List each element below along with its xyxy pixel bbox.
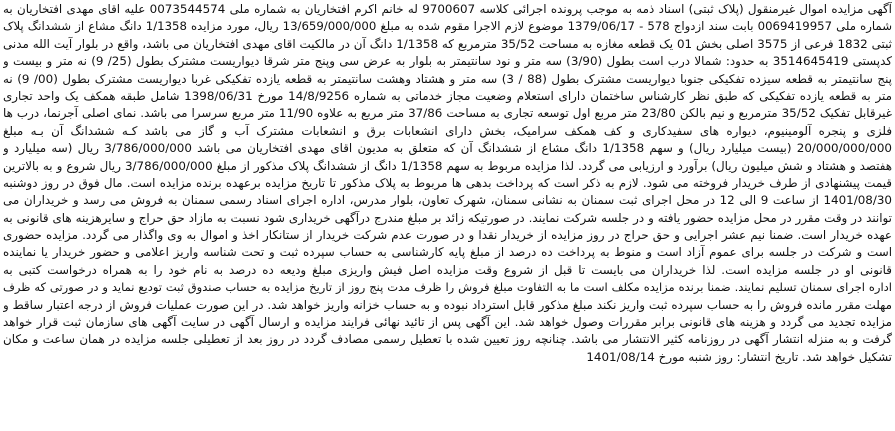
notice-line: غیرقابل تفکیک 35/52 مترمربع و نیم بالکن 23/80 متر مربع اول توسعه تجاری به مساحت 37/86 متر مربع به علاوه 11/90 متر مربع سرسرا می باشد. نمای اصلی آجرنما، درب ها <box>3 106 892 121</box>
notice-line: مزایده تجدید می گردد و هزینه های قانونی برابر مقررات وصول خواهد شد. این آگهی پس از تائید نهائی فرایند مزایده و ارسال آگهی در سایت آگهی های سازمان ثبت قرار خواهد <box>3 315 892 330</box>
notice-line: پنج سانتیمتر به قطعه سیزده تفکیکی جنوبا دیواریست مشترک بطول (88 / 3) سه متر و هشتاد وهشت سانتیمتر به قطعه یازده تفکیکی غربا دیواریست مشترک بطول (00/ 9) نه <box>3 71 892 86</box>
notice-line: عهده خریدار است. ضمنا نیم عشر اجرایی و حق حراج در روز مزایده از خریدار نقدا و در صورت عدم شرکت خریدار از ستانکار اخذ و اموال به وی واگذار می گردد. مزایده حضوری <box>3 228 892 243</box>
notice-line: قانونی او در جلسه مزایده است. لذا خریداران می بایست تا قبل از شروع وقت مزایده اصل فیش واریزی مبلغ ودیعه ده درصد به نام خود را به همراه درخواست کتبی به <box>3 262 892 277</box>
notice-line: فلزی و پنجره آلومینیوم، دیواره های سفیدکاری و کف همکف سرامیک، بخش دارای انشعابات برق و انشعابات مشترک آب و گاز می باشد کـه ششدانگ آن بـه مبلغ <box>3 123 892 138</box>
notice-line: است و شرکت در جلسه برای عموم آزاد است و منوط به پرداخت ده درصد از مبلغ پایه کارشناسی به حساب سپرده ثبت و تحت شناسه واریز اعلامی و حضور خریدار یا نماینده <box>3 245 892 260</box>
notice-line: گرفت و به منزله انتشار آگهی در روزنامه کثیر الانتشار می باشد. چنانچه روز تعیین شده با تعطیل رسمی مصادف گردد در روز بعد از تعطیلی جلسه مزایده در همان ساعت و مکان <box>3 332 892 347</box>
notice-line: مهلت مقرر مانده فروش را به حساب سپرده ثبت واریز نکند مبلغ مذکور قابل استرداد نبوده و به حساب خزانه واریز خواهد شد. در این صورت عملیات فروش از درجه اعتبار ساقط و <box>3 297 892 312</box>
notice-line: 1401/08/30 از ساعت 9 الی 12 در محل اجرای ثبت سمنان به نشانی سمنان، شهرک تعاون، بلوار مدرس، اداره اجرای اسناد رسمی سمنان به فروش می رسد و خریداران می <box>3 193 892 208</box>
notice-line: قیمت پیشنهادی از طرف خریدار فروخته می شود. لازم به ذکر است که پرداخت بدهی ها مربوط به پلاک مذکور تا تاریخ مزایده برعهده برنده مزایده است. مال فوق در روز دوشنبه <box>3 175 892 190</box>
notice-line: شماره ملی 0069419957 بابت سند ازدواج 578 - 1379/06/17 موضوع لازم الاجرا مقوم شده به مبلغ 13/659/000/000 ریال، مورد مزایده 1/1358 دانگ مشاع از ششدانگ پلاک <box>3 19 892 34</box>
notice-line: ثبتی 1832 فرعی از 3575 اصلی بخش 01 یک قطعه مغازه به مساحت 35/52 مترمربع که 1/1358 دانگ آن در مالکیت اقای مهدی افتخاریان می باشد، واقع در بلوار آیت الله مدنی <box>3 36 892 51</box>
notice-line: کدپستی 3514645419 به حدود: شمالا درب است بطول (3/90) سه متر و نود سانتیمتر به بلوار به عرض سی وپنج متر شرقا دیواریست مشترک بطول (25/ 9) نه متر و بیست و <box>3 54 892 69</box>
notice-line: هفتصد و هشتاد و شش میلیون ریال) برآورد و ارزیابی می گردد. لذا مزایده مربوط به سهم 1/1358 دانگ از ششدانگ پلاک مذکور از مبلغ 3/786/000/000 ریال شروع و به بالاترین <box>3 158 892 173</box>
notice-line: اداره اجرای سمنان تسلیم نمایند. ضمنا برنده مزایده مکلف است ما به التفاوت مبلغ فروش را ظرف مدت پنج روز از تاریخ مزایده به حساب صندوق ثبت تودیع نماید و در صورتی که ظرف <box>3 280 892 295</box>
notice-line: آگهی مزایده اموال غیرمنقول (پلاک ثبتی) اسناد ذمه به موجب پرونده اجرائی کلاسه 9700607 له خانم اکرم افتخاریان به شماره ملی 0073544574 علیه اقای مهدی افتخاریان به <box>3 2 892 16</box>
notice-line: متر به قطعه یازده تفکیکی که طبق نظر کارشناس ساختمان دارای استعلام وضعیت مجاز خدماتی به شماره 14/8/9256 مورخ 1398/06/31 شامل طبقه همکف یک واحد تجاری <box>3 88 892 103</box>
publication-date-line: تشکیل خواهد شد. تاریخ انتشار: روز شنبه مورخ 1401/08/14 <box>586 349 892 364</box>
notice-line: 20/000/000/000 (بیست میلیارد ریال) و سهم 1/1358 دانگ مشاع از ششدانگ آن که متعلق به مدیون اقای مهدی افتخاریان می باشد 3/786/000/000 ریال (سه میلیارد و <box>3 141 892 156</box>
notice-line: توانند در وقت مقرر در محل مزایده حضور یافته و در جلسه شرکت نمایند. در صورتیکه زائد بر مبلغ مندرج درآگهی خریداری شود نسبت به مازاد حق حراج و سایرهزینه های قانونی به <box>3 210 892 225</box>
